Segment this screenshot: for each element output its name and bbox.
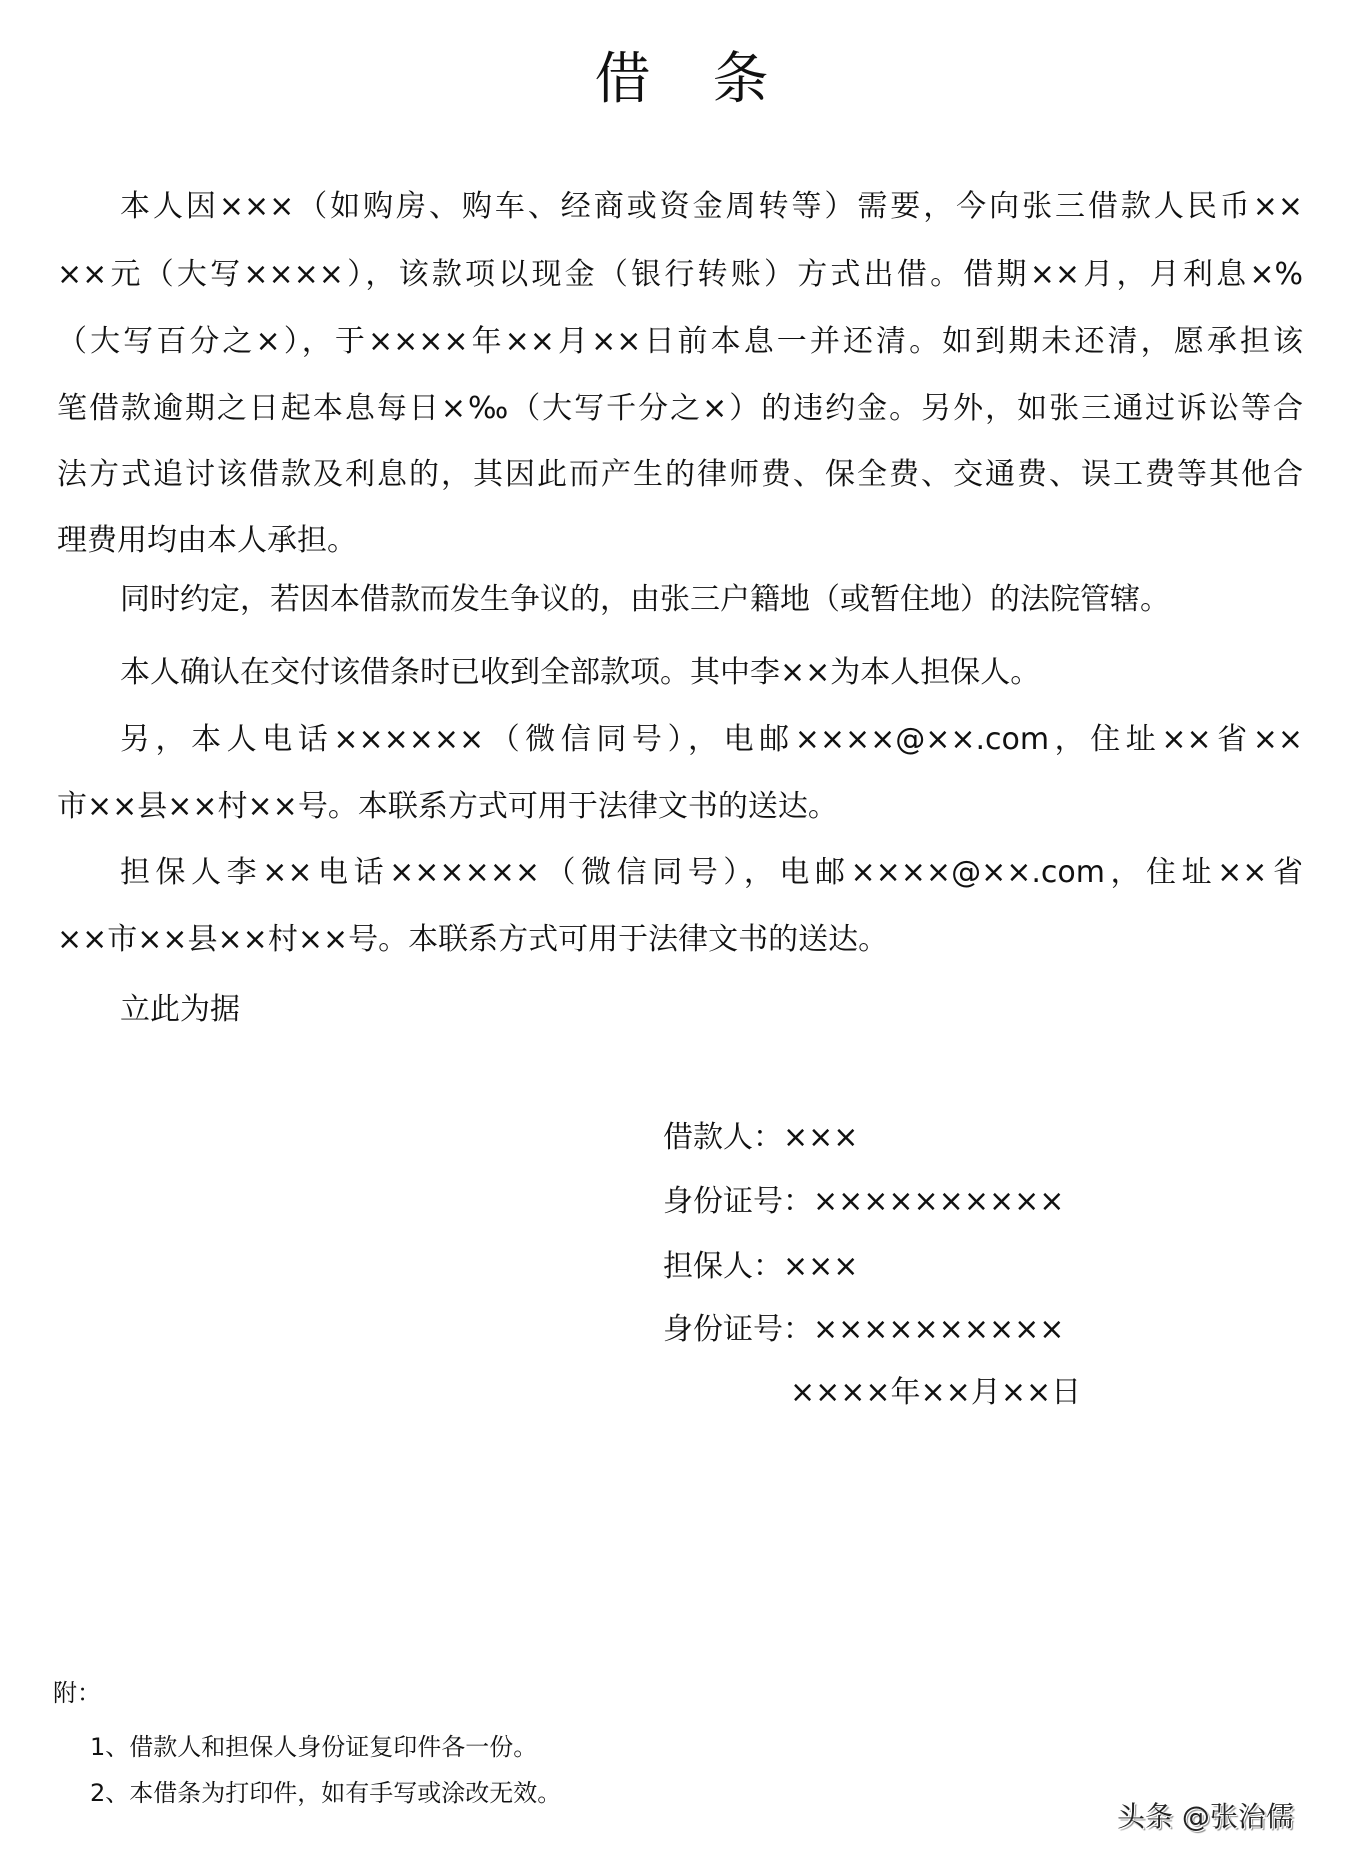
appendix-heading: 附： (53, 1679, 101, 1707)
borrower-id-row (663, 1182, 1064, 1222)
borrower-value: ××× (783, 1120, 859, 1155)
borrower-id-label: 身份证号： (663, 1184, 813, 1219)
text-line: 理费用均由本人承担。 (57, 523, 357, 558)
borrower-row (663, 1118, 858, 1158)
text-line: ××元（大写××××），该款项以现金（银行转账）方式出借。借期××月，月利息×% (57, 257, 1303, 292)
title-char-2: 条 (712, 47, 769, 112)
guarantor-id-label: 身份证号： (663, 1312, 813, 1347)
document-title (0, 44, 1363, 116)
guarantor-value: ××× (783, 1249, 859, 1284)
borrower-label: 借款人： (663, 1120, 783, 1155)
text-line: 担保人李××电话××××××（微信同号），电邮××××@××.com，住址××省 (120, 855, 1303, 890)
guarantor-id-value: ×××××××××× (813, 1312, 1065, 1347)
appendix-item: 2、本借条为打印件，如有手写或涂改无效。 (90, 1779, 562, 1807)
guarantor-label: 担保人： (663, 1249, 783, 1284)
text-line: 市××县××村××号。本联系方式可用于法律文书的送达。 (57, 789, 838, 824)
text-line: 笔借款逾期之日起本息每日×‰（大写千分之×）的违约金。另外，如张三通过诉讼等合 (57, 391, 1303, 426)
paragraph-closing: 立此为据 (120, 992, 240, 1027)
watermark: 头条 @张治儒 (1117, 1800, 1294, 1833)
appendix-item: 1、借款人和担保人身份证复印件各一份。 (90, 1733, 538, 1761)
text-line: 法方式追讨该借款及利息的，其因此而产生的律师费、保全费、交通费、误工费等其他合 (57, 457, 1303, 492)
guarantor-row (663, 1247, 858, 1287)
borrower-id-value: ×××××××××× (813, 1184, 1065, 1219)
text-line: ××市××县××村××号。本联系方式可用于法律文书的送达。 (57, 922, 889, 957)
text-line: （大写百分之×），于××××年××月××日前本息一并还清。如到期未还清，愿承担该 (57, 324, 1303, 359)
signature-date: ××××年××月××日 (790, 1375, 1082, 1410)
text-line: 本人因×××（如购房、购车、经商或资金周转等）需要，今向张三借款人民币×× (120, 189, 1303, 224)
paragraph-jurisdiction: 同时约定，若因本借款而发生争议的，由张三户籍地（或暂住地）的法院管辖。 (120, 582, 1170, 617)
paragraph-receipt-confirmation: 本人确认在交付该借条时已收到全部款项。其中李××为本人担保人。 (120, 655, 1041, 690)
title-char-1: 借 (594, 47, 651, 112)
text-line: 另，本人电话××××××（微信同号），电邮××××@××.com，住址××省×× (120, 722, 1303, 757)
guarantor-id-row (663, 1310, 1064, 1350)
